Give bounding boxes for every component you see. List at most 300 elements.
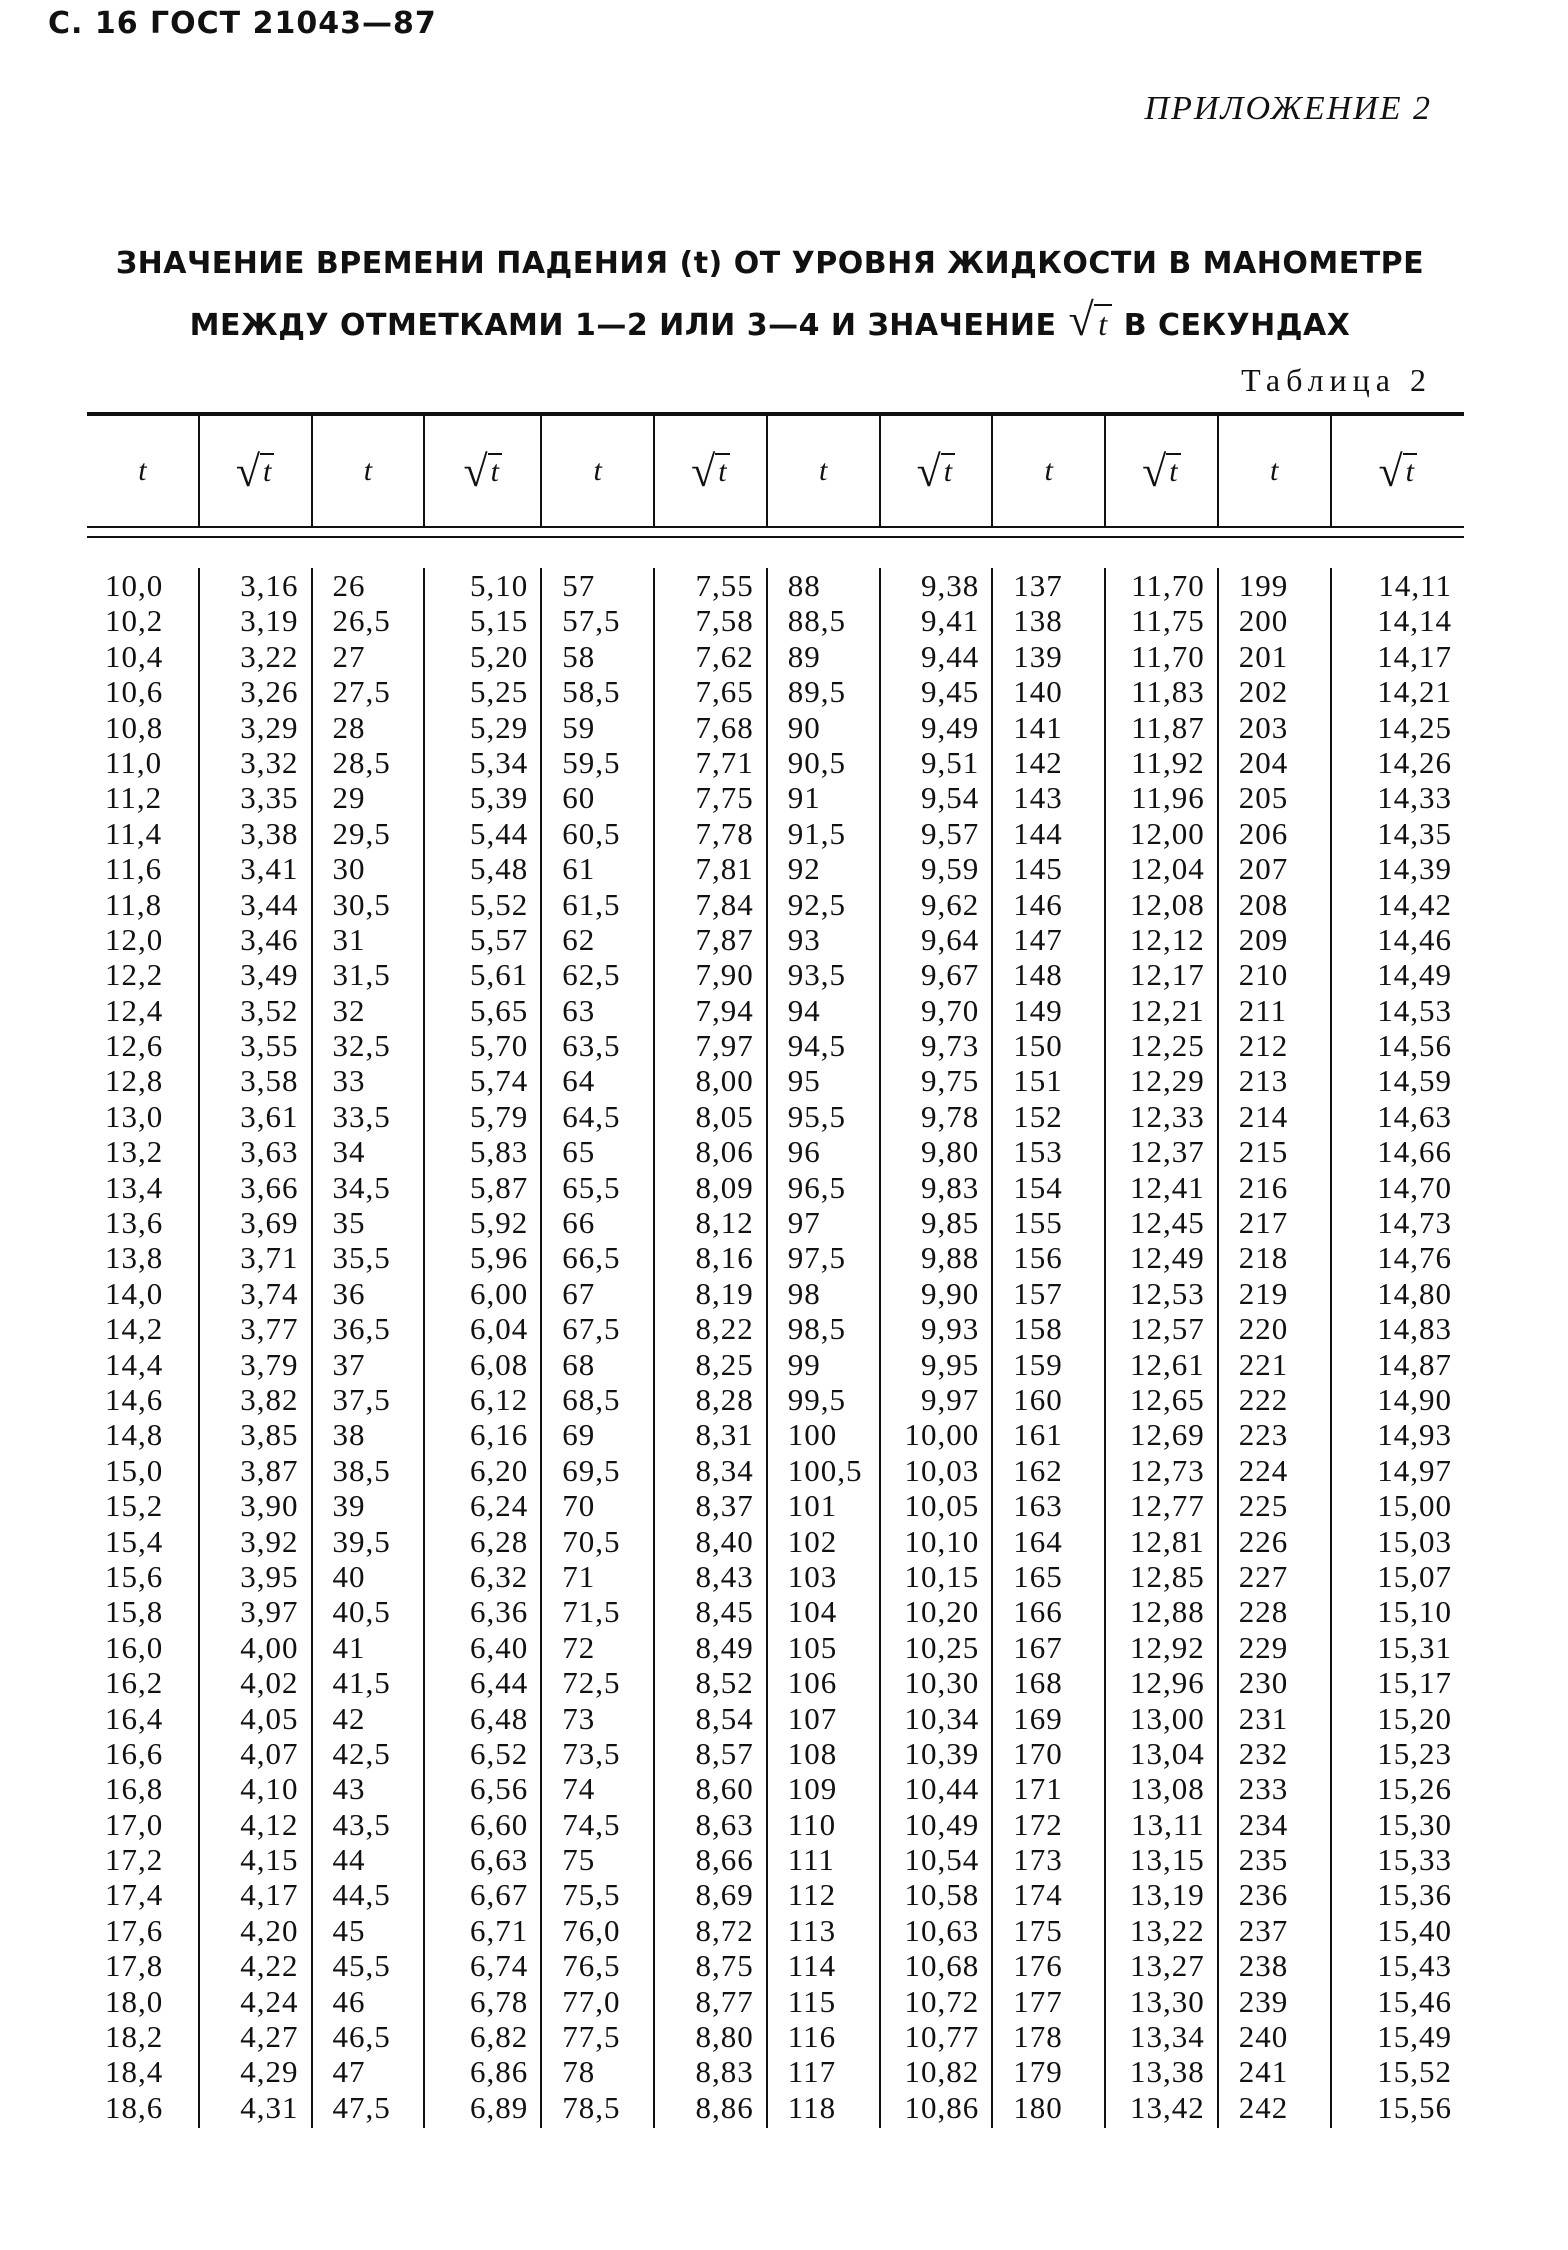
sqrt-t-value: 12,00 — [1130, 815, 1205, 851]
sqrt-t-value: 12,08 — [1130, 886, 1205, 922]
t-value: 168 — [1013, 1665, 1063, 1701]
t-value: 63 — [562, 992, 596, 1028]
t-value: 233 — [1238, 1771, 1289, 1807]
t-value: 33 — [332, 1063, 366, 1099]
sqrt-t-value: 14,53 — [1377, 992, 1452, 1028]
sqrt-t-value: 10,05 — [904, 1488, 980, 1524]
t-value: 31 — [332, 921, 366, 957]
t-value: 13,4 — [105, 1169, 164, 1205]
sqrt-t-value: 12,37 — [1130, 1134, 1205, 1170]
sqrt-t-value: 7,97 — [695, 1028, 754, 1064]
t-value: 15,8 — [105, 1594, 164, 1630]
sqrt-t-value: 14,11 — [1378, 568, 1452, 603]
t-value: 70 — [562, 1488, 596, 1524]
sqrt-t-value: 3,35 — [240, 780, 299, 816]
radical-icon: √ — [1378, 446, 1403, 496]
sqrt-t-value: 14,80 — [1377, 1275, 1452, 1311]
t-value: 212 — [1238, 1028, 1289, 1064]
sqrt-t-value: 14,39 — [1377, 851, 1452, 887]
t-value: 46,5 — [332, 2019, 391, 2055]
sqrt-t-value: 15,30 — [1377, 1806, 1452, 1842]
t-value: 13,8 — [105, 1240, 164, 1276]
t-value: 210 — [1238, 957, 1289, 993]
t-value: 35,5 — [332, 1240, 391, 1276]
t-value: 77,5 — [562, 2019, 621, 2055]
sqrt-t-value: 8,31 — [695, 1417, 754, 1453]
sqrt-t-value: 5,20 — [469, 638, 529, 674]
sqrt-t-value: 8,06 — [695, 1134, 754, 1170]
t-value: 12,0 — [105, 921, 164, 957]
t-value: 66 — [562, 1205, 596, 1241]
t-value: 171 — [1013, 1771, 1063, 1807]
sqrt-t-value: 6,71 — [469, 1912, 529, 1948]
t-value: 74,5 — [562, 1806, 621, 1842]
t-value: 241 — [1238, 2054, 1289, 2090]
sqrt-t-value: 6,32 — [469, 1558, 529, 1594]
sqrt-t-value: 12,92 — [1130, 1629, 1205, 1665]
sqrt-t-value: 9,78 — [921, 1098, 980, 1134]
t-value: 98,5 — [787, 1311, 846, 1347]
sqrt-t-value: 15,07 — [1377, 1558, 1452, 1594]
sqrt-t-value: 8,12 — [695, 1205, 754, 1241]
t-value: 15,2 — [105, 1488, 164, 1524]
t-value: 156 — [1013, 1240, 1063, 1276]
t-value: 16,0 — [105, 1629, 164, 1665]
sqrt-t-value: 14,49 — [1377, 957, 1452, 993]
sqrt-t-value: 11,75 — [1131, 603, 1205, 639]
t-value: 10,2 — [105, 603, 164, 639]
sqrt-t-value: 14,59 — [1377, 1063, 1452, 1099]
sqrt-t-value: 6,52 — [469, 1735, 529, 1771]
sqrt-t-value: 14,46 — [1377, 921, 1452, 957]
t-value: 76,5 — [562, 1948, 621, 1984]
t-value: 230 — [1238, 1665, 1289, 1701]
sqrt-t-value: 8,52 — [695, 1665, 754, 1701]
t-value: 207 — [1238, 851, 1289, 887]
sqrt-t-value: 3,85 — [240, 1417, 299, 1453]
sqrt-t-value: 13,22 — [1130, 1912, 1205, 1948]
t-value: 208 — [1238, 886, 1289, 922]
t-value: 173 — [1013, 1842, 1063, 1878]
header-sqrt-t-3 — [655, 416, 768, 526]
t-value: 140 — [1013, 674, 1063, 710]
header-t-2: t — [313, 416, 426, 526]
t-value: 44 — [332, 1842, 366, 1878]
sqrt-t-value: 9,64 — [921, 921, 980, 957]
t-value: 224 — [1238, 1452, 1289, 1488]
sqrt-t-value: 7,90 — [695, 957, 754, 993]
sqrt-t-value: 6,08 — [469, 1346, 529, 1382]
t-value: 36,5 — [332, 1311, 391, 1347]
t-value: 58,5 — [562, 674, 621, 710]
t-value: 18,0 — [105, 1983, 164, 2019]
sqrt-t-value: 8,25 — [695, 1346, 754, 1382]
t-value: 17,0 — [105, 1806, 164, 1842]
t-value: 59,5 — [562, 744, 621, 780]
t-value: 45 — [332, 1912, 366, 1948]
sqrt-t-value: 15,43 — [1377, 1948, 1452, 1984]
sqrt-t-value: 5,96 — [469, 1240, 529, 1276]
sqrt-t-value: 8,60 — [695, 1771, 754, 1807]
sqrt-t-value: 12,21 — [1130, 992, 1205, 1028]
sqrt-t-value: 8,75 — [695, 1948, 754, 1984]
t-value: 113 — [787, 1912, 837, 1948]
sqrt-t-value: 7,62 — [695, 638, 754, 674]
sqrt-t-value: 15,56 — [1377, 2089, 1452, 2125]
t-value: 88,5 — [787, 603, 846, 639]
sqrt-t-value: 7,75 — [695, 780, 754, 816]
t-value: 99 — [787, 1346, 821, 1382]
t-value: 71,5 — [562, 1594, 621, 1630]
sqrt-t-value: 10,03 — [904, 1452, 980, 1488]
sqrt-t-value: 6,40 — [469, 1629, 529, 1665]
t-value: 204 — [1238, 744, 1289, 780]
sqrt-t-value: 3,32 — [240, 744, 299, 780]
sqrt-t-value: 14,93 — [1377, 1417, 1452, 1453]
t-value: 98 — [787, 1275, 821, 1311]
t-value: 38 — [332, 1417, 366, 1453]
sqrt-t-value: 10,00 — [904, 1417, 980, 1453]
sqrt-t-value: 12,65 — [1130, 1381, 1205, 1417]
t-value: 174 — [1013, 1877, 1063, 1913]
sqrt-t-value: 12,12 — [1130, 921, 1205, 957]
t-value: 148 — [1013, 957, 1063, 993]
sqrt-t-value: 4,20 — [240, 1912, 299, 1948]
table-caption: Таблица 2 — [1241, 362, 1432, 398]
t-value: 213 — [1238, 1063, 1289, 1099]
t-value: 10,0 — [105, 568, 164, 603]
t-value: 14,6 — [105, 1381, 164, 1417]
sqrt-t-value: 9,49 — [921, 709, 980, 745]
sqrt-t-value: 11,92 — [1131, 744, 1205, 780]
t-value: 15,4 — [105, 1523, 164, 1559]
sqrt-t-value: 15,52 — [1377, 2054, 1452, 2090]
t-value: 226 — [1238, 1523, 1289, 1559]
sqrt-t-value: 6,67 — [469, 1877, 529, 1913]
radicand: t — [715, 453, 729, 489]
t-value: 28,5 — [332, 744, 391, 780]
t-value: 160 — [1013, 1381, 1063, 1417]
sqrt-t-value: 3,52 — [240, 992, 299, 1028]
t-value: 63,5 — [562, 1028, 621, 1064]
sqrt-t-value: 6,00 — [469, 1275, 529, 1311]
t-value: 214 — [1238, 1098, 1289, 1134]
sqrt-t-value: 12,33 — [1130, 1098, 1205, 1134]
sqrt-t-value: 8,72 — [695, 1912, 754, 1948]
t-value: 216 — [1238, 1169, 1289, 1205]
t-value: 61,5 — [562, 886, 621, 922]
sqrt-t-column-6 — [1332, 568, 1465, 2128]
sqrt-t-value: 9,45 — [921, 674, 980, 710]
t-value: 202 — [1238, 674, 1289, 710]
t-value: 77,0 — [562, 1983, 621, 2019]
t-value: 166 — [1013, 1594, 1063, 1630]
t-value: 40 — [332, 1558, 366, 1594]
radical-icon: √ — [463, 446, 488, 496]
t-value: 10,8 — [105, 709, 164, 745]
sqrt-t-value: 13,04 — [1130, 1735, 1205, 1771]
t-value: 10,6 — [105, 674, 164, 710]
sqrt-t-value: 6,63 — [469, 1842, 529, 1878]
t-value: 37,5 — [332, 1381, 391, 1417]
sqrt-t-value: 8,57 — [695, 1735, 754, 1771]
header-t-6: t — [1219, 416, 1332, 526]
t-value: 96 — [787, 1134, 821, 1170]
t-value: 42 — [332, 1700, 366, 1736]
sqrt-t-value: 5,39 — [469, 780, 529, 816]
header-sqrt-t-1 — [200, 416, 313, 526]
sqrt-t-value: 3,58 — [240, 1063, 299, 1099]
sqrt-t-value: 4,15 — [240, 1842, 299, 1878]
sqrt-t-value: 7,65 — [695, 674, 754, 710]
header-sqrt-t-5 — [1106, 416, 1219, 526]
t-value: 68 — [562, 1346, 596, 1382]
t-value: 225 — [1238, 1488, 1289, 1524]
sqrt-t-value: 8,05 — [695, 1098, 754, 1134]
t-value: 47,5 — [332, 2089, 391, 2125]
t-value: 91,5 — [787, 815, 846, 851]
sqrt-t-value: 10,10 — [904, 1523, 980, 1559]
t-value: 215 — [1238, 1134, 1289, 1170]
sqrt-t-value: 10,20 — [904, 1594, 980, 1630]
t-value: 33,5 — [332, 1098, 391, 1134]
sqrt-t-value: 12,73 — [1130, 1452, 1205, 1488]
t-value: 75,5 — [562, 1877, 621, 1913]
sqrt-t-value: 9,75 — [921, 1063, 980, 1099]
sqrt-t-column-3 — [655, 568, 768, 2128]
sqrt-t-value: 3,22 — [240, 638, 299, 674]
sqrt-t-value: 13,15 — [1130, 1842, 1205, 1878]
t-value: 203 — [1238, 709, 1289, 745]
radical-icon: √ — [235, 446, 261, 496]
t-value: 73,5 — [562, 1735, 621, 1771]
t-value: 109 — [787, 1771, 838, 1807]
sqrt-t-value: 13,42 — [1130, 2089, 1205, 2125]
sqrt-t-value: 3,74 — [240, 1275, 299, 1311]
sqrt-t-value: 14,97 — [1377, 1452, 1452, 1488]
sqrt-t-value: 3,49 — [240, 957, 299, 993]
sqrt-t-value: 3,69 — [240, 1205, 299, 1241]
t-value: 68,5 — [562, 1381, 621, 1417]
t-value: 36 — [332, 1275, 366, 1311]
t-value: 161 — [1013, 1417, 1063, 1453]
table-header-row — [87, 416, 1464, 526]
t-value: 64,5 — [562, 1098, 621, 1134]
radical-icon: √ — [1142, 446, 1167, 496]
sqrt-t-value: 12,25 — [1130, 1028, 1205, 1064]
header-sqrt-t-6 — [1332, 416, 1465, 526]
sqrt-t-value: 9,97 — [921, 1381, 980, 1417]
sqrt-t-value: 14,66 — [1377, 1134, 1452, 1170]
t-value: 72 — [562, 1629, 596, 1665]
sqrt-t-value: 6,74 — [469, 1948, 529, 1984]
title-line-2 — [190, 292, 1351, 354]
sqrt-t-value: 6,16 — [469, 1417, 529, 1453]
t-value: 41,5 — [332, 1665, 391, 1701]
radicand: t — [1403, 453, 1417, 489]
t-value: 17,2 — [105, 1842, 164, 1878]
sqrt-t-value: 15,46 — [1377, 1983, 1452, 2019]
sqrt-t-value: 7,87 — [695, 921, 754, 957]
t-value: 100,5 — [787, 1452, 863, 1488]
sqrt-t-value: 10,30 — [904, 1665, 980, 1701]
sqrt-t-value: 3,44 — [240, 886, 299, 922]
sqrt-t-value: 9,41 — [921, 603, 980, 639]
sqrt-t-value: 3,16 — [240, 568, 299, 603]
t-value: 57 — [562, 568, 596, 603]
t-value: 180 — [1013, 2089, 1063, 2125]
t-value: 31,5 — [332, 957, 391, 993]
t-value: 152 — [1013, 1098, 1063, 1134]
t-value: 222 — [1238, 1381, 1289, 1417]
sqrt-t-value: 13,19 — [1130, 1877, 1205, 1913]
t-value: 70,5 — [562, 1523, 621, 1559]
t-value: 65 — [562, 1134, 596, 1170]
sqrt-t-value: 6,36 — [469, 1594, 529, 1630]
t-value: 34,5 — [332, 1169, 391, 1205]
sqrt-t-value: 14,33 — [1377, 780, 1452, 816]
t-value: 27,5 — [332, 674, 391, 710]
t-value: 30 — [332, 851, 366, 887]
sqrt-t-value: 8,22 — [695, 1311, 754, 1347]
sqrt-t-value: 7,81 — [695, 851, 754, 887]
t-value: 89,5 — [787, 674, 846, 710]
t-value: 231 — [1238, 1700, 1289, 1736]
sqrt-t-value: 10,68 — [904, 1948, 980, 1984]
sqrt-t-value: 8,49 — [695, 1629, 754, 1665]
sqrt-t-value: 11,87 — [1131, 709, 1205, 745]
t-value: 18,4 — [105, 2054, 164, 2090]
sqrt-t-value: 12,29 — [1130, 1063, 1205, 1099]
t-value: 153 — [1013, 1134, 1063, 1170]
t-value: 12,8 — [105, 1063, 164, 1099]
sqrt-t-value: 7,55 — [695, 568, 754, 603]
sqrt-t-value: 8,16 — [695, 1240, 754, 1276]
t-value: 103 — [787, 1558, 838, 1594]
t-value: 118 — [787, 2089, 837, 2125]
t-value: 28 — [332, 709, 366, 745]
t-value: 47 — [332, 2054, 366, 2090]
t-value: 43,5 — [332, 1806, 391, 1842]
sqrt-t-value: 12,17 — [1130, 957, 1205, 993]
t-value: 177 — [1013, 1983, 1063, 2019]
t-value: 71 — [562, 1558, 596, 1594]
sqrt-t-value: 3,95 — [240, 1558, 299, 1594]
sqrt-t-value: 6,86 — [469, 2054, 529, 2090]
t-value: 17,4 — [105, 1877, 164, 1913]
sqrt-t-value: 15,36 — [1377, 1877, 1452, 1913]
sqrt-t-value: 8,34 — [695, 1452, 754, 1488]
t-value: 72,5 — [562, 1665, 621, 1701]
sqrt-t-value: 10,39 — [904, 1735, 980, 1771]
sqrt-t-value: 13,38 — [1130, 2054, 1205, 2090]
t-value: 11,6 — [105, 851, 163, 887]
t-value: 11,4 — [105, 815, 163, 851]
t-value: 110 — [787, 1806, 837, 1842]
t-value: 91 — [787, 780, 821, 816]
t-value: 18,2 — [105, 2019, 164, 2055]
t-value: 39 — [332, 1488, 366, 1524]
t-value: 179 — [1013, 2054, 1063, 2090]
header-t-1: t — [87, 416, 200, 526]
sqrt-t-value: 9,80 — [921, 1134, 980, 1170]
t-value: 106 — [787, 1665, 838, 1701]
t-value: 58 — [562, 638, 596, 674]
sqrt-t-value: 12,61 — [1130, 1346, 1205, 1382]
t-value: 163 — [1013, 1488, 1063, 1524]
t-value: 155 — [1013, 1205, 1063, 1241]
t-value: 147 — [1013, 921, 1063, 957]
t-value: 211 — [1238, 992, 1288, 1028]
t-value: 32 — [332, 992, 366, 1028]
t-value: 39,5 — [332, 1523, 391, 1559]
sqrt-t-value: 8,66 — [695, 1842, 754, 1878]
t-value: 65,5 — [562, 1169, 621, 1205]
t-value: 94,5 — [787, 1028, 846, 1064]
t-column-1 — [87, 568, 200, 2128]
t-value: 94 — [787, 992, 821, 1028]
sqrt-t-value: 9,44 — [921, 638, 980, 674]
sqrt-t-value: 4,00 — [240, 1629, 299, 1665]
t-value: 37 — [332, 1346, 366, 1382]
t-value: 93,5 — [787, 957, 846, 993]
t-value: 62 — [562, 921, 596, 957]
sqrt-t-value: 7,71 — [695, 744, 754, 780]
t-value: 27 — [332, 638, 366, 674]
t-value: 60,5 — [562, 815, 621, 851]
t-value: 200 — [1238, 603, 1289, 639]
t-value: 95 — [787, 1063, 821, 1099]
sqrt-t-value: 5,48 — [469, 851, 529, 887]
t-value: 73 — [562, 1700, 596, 1736]
t-value: 96,5 — [787, 1169, 846, 1205]
t-value: 142 — [1013, 744, 1063, 780]
sqrt-t-value: 3,38 — [240, 815, 299, 851]
sqrt-t-value: 11,70 — [1131, 638, 1205, 674]
radical-icon: √ — [691, 446, 716, 496]
t-value: 178 — [1013, 2019, 1063, 2055]
sqrt-t-symbol: √ t — [1069, 292, 1112, 352]
sqrt-t-value: 8,45 — [695, 1594, 754, 1630]
sqrt-t-value: 14,83 — [1377, 1311, 1452, 1347]
t-value: 205 — [1238, 780, 1289, 816]
sqrt-t-value: 8,28 — [695, 1381, 754, 1417]
sqrt-t-value: 9,90 — [921, 1275, 980, 1311]
sqrt-t-value: 4,02 — [240, 1665, 299, 1701]
t-value: 116 — [787, 2019, 837, 2055]
t-value: 115 — [787, 1983, 837, 2019]
t-value: 143 — [1013, 780, 1063, 816]
sqrt-t-value: 8,86 — [695, 2089, 754, 2125]
sqrt-t-value: 6,78 — [469, 1983, 529, 2019]
t-value: 206 — [1238, 815, 1289, 851]
appendix-label: ПРИЛОЖЕНИЕ 2 — [1144, 90, 1432, 127]
t-value: 228 — [1238, 1594, 1289, 1630]
table-body — [87, 538, 1464, 2128]
t-value: 16,8 — [105, 1771, 164, 1807]
sqrt-t-value: 9,93 — [921, 1311, 980, 1347]
sqrt-t-value: 4,22 — [240, 1948, 299, 1984]
t-value: 107 — [787, 1700, 838, 1736]
sqrt-t-value: 4,07 — [240, 1735, 299, 1771]
sqrt-t-value: 15,49 — [1377, 2019, 1452, 2055]
sqrt-t-value: 4,05 — [240, 1700, 299, 1736]
sqrt-t-value: 14,21 — [1377, 674, 1452, 710]
sqrt-t-value: 13,30 — [1130, 1983, 1205, 2019]
t-value: 15,0 — [105, 1452, 164, 1488]
sqrt-t-value: 11,70 — [1131, 568, 1205, 603]
t-value: 26,5 — [332, 603, 391, 639]
